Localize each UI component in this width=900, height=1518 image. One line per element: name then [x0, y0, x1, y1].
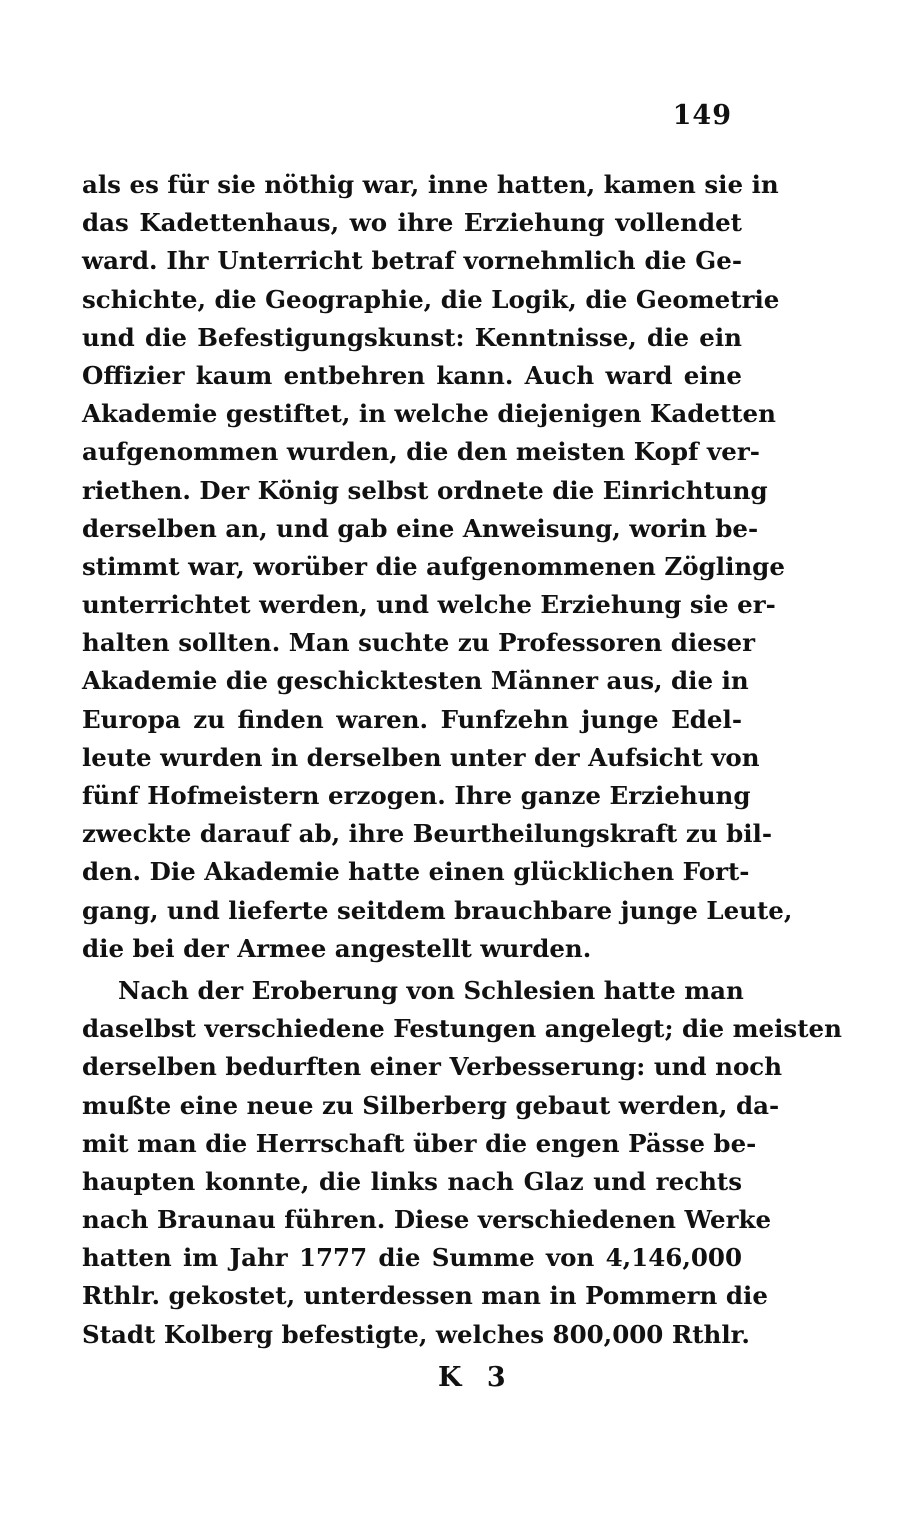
paragraph-1	[82, 166, 793, 968]
text-line: Akademie gestiftet, in welche diejenigen Kadetten	[82, 399, 776, 429]
text-line: derselben an, und gab eine Anweisung, worin be-	[82, 513, 759, 543]
text-line: hatten im Jahr 1777 die Summe von 4,146,000	[82, 1243, 742, 1273]
page-number: 149	[672, 100, 732, 131]
text-line: Rthlr. gekostet, unterdessen man in Pommern die	[82, 1281, 768, 1311]
text-line: die bei der Armee angestellt wurden.	[82, 933, 592, 963]
text-line: und die Befestigungskunst: Kenntnisse, die ein	[82, 322, 742, 352]
text-line: zweckte darauf ab, ihre Beurtheilungskraft zu bil-	[82, 819, 773, 849]
text-line: riethen. Der König selbst ordnete die Einrichtung	[82, 475, 768, 505]
text-line: schichte, die Geographie, die Logik, die Geometrie	[82, 284, 780, 314]
text-line: ward. Ihr Unterricht betraf vornehmlich die Ge-	[82, 246, 742, 276]
text-line: aufgenommen wurden, die den meisten Kopf ver-	[82, 437, 760, 467]
text-line: Offizier kaum entbehren kann. Auch ward eine	[82, 360, 742, 390]
text-line: haupten konnte, die links nach Glaz und rechts	[82, 1166, 742, 1196]
text-line: den. Die Akademie hatte einen glücklichen Fort-	[82, 857, 750, 887]
text-line: als es für sie nöthig war, inne hatten, kamen sie in	[82, 170, 779, 199]
text-line: derselben bedurften einer Verbesserung: und noch	[82, 1052, 783, 1082]
text-line: halten sollten. Man suchte zu Professoren dieser	[82, 628, 756, 658]
text-line: Stadt Kolberg befestigte, welches 800,000 Rthlr.	[82, 1319, 750, 1349]
text-line: daselbst verschiedene Festungen angelegt; die meisten	[82, 1014, 842, 1044]
text-line: Nach der Eroberung von Schlesien hatte man	[118, 975, 744, 1005]
text-line: Akademie die geschicktesten Männer aus, die in	[82, 666, 749, 696]
text-line: stimmt war, worüber die aufgenommenen Zöglinge	[82, 551, 785, 581]
text-block	[82, 166, 842, 1354]
text-line: mit man die Herrschaft über die engen Pässe be-	[82, 1128, 757, 1158]
text-line: mußte eine neue zu Silberberg gebaut werden, da-	[82, 1090, 780, 1120]
text-line: Europa zu finden waren. Funfzehn junge Edel-	[82, 704, 742, 734]
text-line: das Kadettenhaus, wo ihre Erziehung vollendet	[82, 208, 742, 238]
text-line: gang, und lieferte seitdem brauchbare junge Leute,	[82, 895, 793, 925]
text-line: fünf Hofmeistern erzogen. Ihre ganze Erziehung	[82, 781, 751, 810]
text-line: leute wurden in derselben unter der Aufsicht von	[82, 742, 760, 772]
signature-mark: K 3	[438, 1362, 514, 1393]
text-line: unterrichtet werden, und welche Erziehung sie er-	[82, 590, 776, 620]
text-line: nach Braunau führen. Diese verschiedenen Werke	[82, 1205, 772, 1235]
paragraph-2	[82, 972, 842, 1354]
